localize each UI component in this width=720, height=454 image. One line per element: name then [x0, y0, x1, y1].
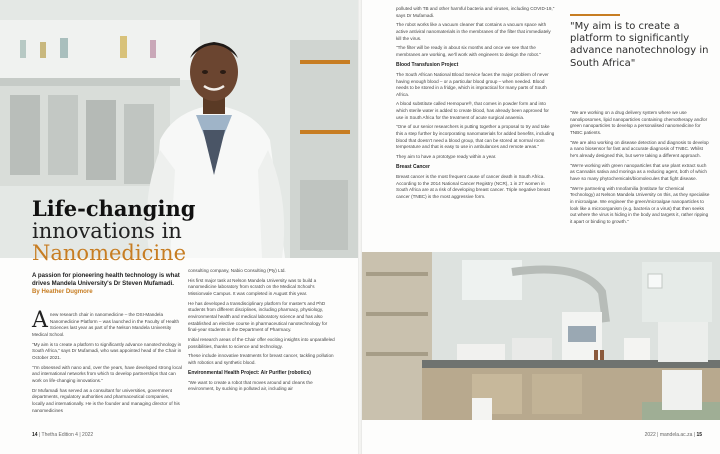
left-footer-text: | Thetha Edition 4 | 2022 — [38, 432, 94, 438]
article-standfirst — [32, 272, 180, 297]
paragraph: They aim to have a prototype ready within a year. — [396, 154, 497, 160]
headline-line-2: innovations in — [32, 219, 182, 244]
left-page-footer — [32, 432, 93, 438]
paragraph — [32, 308, 182, 339]
paragraph: "We are also working on disease detection and diagnosis to develop a nano biosensor for fast and accurate diagnosis of TNBC. Whilst he's already designed this, but we're taking a different approach. — [570, 139, 709, 158]
paragraph: Dr Mufamadi has served as a consultant for universities, government departments, regulatory authorities and pharmaceutical companies, locally and internationally. He is the founder and managing director of his nanomedicines — [32, 387, 180, 413]
quote-rule — [570, 14, 620, 16]
paragraph: "We want to create a robot that moves around and cleans the environment, by sucking in polluted air, including air — [188, 379, 313, 392]
subheading: Blood Transfusion Project — [396, 61, 459, 68]
paragraph: He has developed a transdisciplinary platform for master's and PhD students from different disciplines, including pharmacy, physiology, environmental health and medical laboratory science and has also established an elective course in pharmaceutical nanotechnology for final-year students in the Department of Pharmacy. — [188, 300, 328, 333]
paragraph: "My aim is to create a platform to significantly advance nanotechnology in South Africa," says Dr Mufamadi, who was appointed head of the Chair in October 2021. — [32, 341, 182, 360]
right-footer-text: 2022 | mandela.ac.za | — [644, 432, 696, 438]
article-headline — [32, 198, 262, 264]
subheading: Environmental Health Project: Air Purifier (robotics) — [188, 369, 311, 376]
body-column-2 — [188, 268, 338, 396]
byline-author: Heather Dugmore — [41, 288, 93, 296]
paragraph: "We are working on a drug delivery system where we use nanoliposomes, lipid nanoparticles containing chemotherapy and/or green nanoparticles to develop a personalised nanomedicine for TNBC patients. — [570, 110, 708, 135]
paragraph: "We're working with green nanoparticles that use plant extract such as Cannabis sativa and moringa as a reducing agent, both of which have so many phytochemicals/biomolecules that fight disease. — [570, 162, 707, 181]
paragraph: "One of our senior researchers is putting together a proposal to try and take this a step further by incorporating nanomaterials for added benefits, including blood that doesn't need a blood group, that can be stored at normal room temperature and that is easy to use in ambulances and remote areas." — [396, 124, 555, 150]
laboratory-image — [362, 252, 720, 420]
left-page-number: 14 — [32, 432, 38, 438]
headline-line-1: Life-changing — [32, 196, 196, 221]
body-column-3 — [396, 6, 556, 204]
subheading: Breast Cancer — [396, 163, 430, 170]
body-column-1 — [32, 308, 182, 417]
headline-line-3: Nanomedicine — [32, 241, 186, 266]
drop-cap: A — [32, 308, 48, 333]
byline-prefix: By — [32, 288, 40, 296]
paragraph: "The filter will be ready in about six months and once we see that the membranes are working, we'll work with engineers to design the robot." — [396, 45, 541, 57]
paragraph: Breast cancer is the most frequent cause of cancer death in South Africa. According to the 2014 National Cancer Registry (NCR), 1 in 27 women in South Africa are at a risk of developing breast cancer. Triple negative breast cancer (TNBC) is the most aggressive form. — [396, 173, 550, 199]
paragraph: "I'm obsessed with nano and, over the years, have developed strong local and international networks from which to develop partnerships that can work on life-changing innovations." — [32, 364, 182, 383]
body-column-4 — [570, 110, 710, 229]
laboratory-photo — [362, 252, 720, 420]
paragraph: These include innovative treatments for breast cancer, tackling pollution with robotics and synthetic blood. — [188, 353, 334, 365]
standfirst-text: A passion for pioneering health technology is what drives Mandela University's Dr Steven Mufamadi. — [32, 272, 180, 288]
pull-quote-text: "My aim is to create a platform to significantly advance nanotechnology in South Africa" — [570, 21, 709, 69]
paragraph: polluted with TB and other harmful bacteria and viruses, including COVID-19," says Dr Mufamadi. — [396, 6, 555, 18]
paragraph: Initial research areas of the Chair offer exciting insights into unparalleled possibilities, thanks to science and technology. — [188, 336, 335, 349]
paragraph: A blood substitute called Hemopure®, that comes in powder form and into which sterile water is added to create blood, has already been approved for use in South Africa for the treatment of acute surgical anaemia. — [396, 101, 549, 120]
paragraph-text: new research chair in nanomedicine – the DSI-Mandela Nanomedicine Platform – was launched in the Faculty of Health Sciences last year as part of the Nelson Mandela University Medical School. — [32, 312, 180, 337]
paragraph: His first major task at Nelson Mandela University was to build a nanomedicine laboratory from scratch on the Medical School's Missionvale Campus. It was completed in August this year. — [188, 277, 317, 296]
pull-quote — [570, 14, 710, 70]
right-page-footer — [645, 432, 702, 438]
paragraph: The South African National Blood Service faces the major problem of never having enough blood – or a particular blood group – when needed. Blood needs to be stored in a fridge, which is impractical for many parts of South Africa. — [396, 71, 549, 97]
paragraph: consulting company, Nabio Consulting (Pty) Ltd. — [188, 268, 286, 273]
paragraph: "We're partnering with Innofamilia (Institute for Chemical Technology) at Nelson Mandela University on this, as they specialise in microalgae. We engineer the green/microalgae nanoparticles to look like a microorganism (e.g. bacteria or a virus) that then seeks out where the virus is hiding in the body and targets it, rather ripping it apart or binding to growth." — [570, 185, 710, 224]
paragraph: The robot works like a vacuum cleaner that contains a vacuum space with active antiviral nanomaterials in the membranes of the filter that immediately kill the virus. — [396, 22, 551, 41]
right-page-number: 15 — [696, 432, 702, 438]
